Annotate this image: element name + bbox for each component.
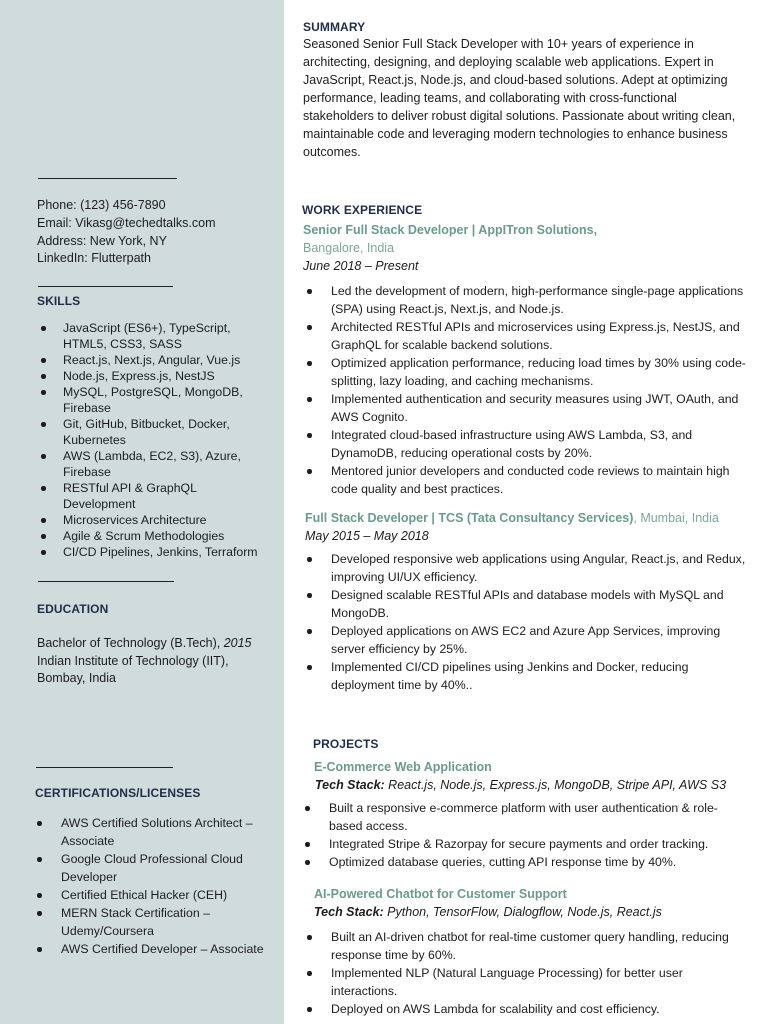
contact-email: Email: Vikasg@techedtalks.com [37,216,216,230]
list-item: Optimized application performance, reducing load times by 30% using code-splitting, lazy loading, and caching mechanisms. [303,354,750,390]
list-item: RESTful API & GraphQL Development [37,480,263,512]
job-dates: June 2018 – Present [303,259,419,273]
project-tech-stack: Tech Stack: Python, TensorFlow, Dialogflow, Node.js, React.js [314,905,662,919]
list-item: Optimized database queries, cutting API response time by 40%. [301,853,751,871]
list-item: Designed scalable RESTful APIs and database models with MySQL and MongoDB. [303,586,750,622]
list-item: Deployed on AWS Lambda for scalability and cost efficiency. [303,1000,751,1018]
divider [36,767,173,768]
list-item: Built an AI-driven chatbot for real-time customer query handling, reducing response time by 60%. [303,928,751,964]
job-dates: May 2015 – May 2018 [305,529,429,543]
project-bullets [303,928,751,1018]
list-item: Node.js, Express.js, NestJS [37,368,263,384]
list-item: Developed responsive web applications using Angular, React.js, and Redux, improving UI/UX efficiency. [303,550,750,586]
project-bullets [301,799,751,871]
list-item: Microservices Architecture [37,512,263,528]
contact-phone: Phone: (123) 456-7890 [37,198,166,212]
skills-title: SKILLS [37,294,81,308]
list-item: MERN Stack Certification – Udemy/Coursera [33,904,273,940]
list-item: Mentored junior developers and conducted code reviews to maintain high code quality and best practices. [303,462,750,498]
contact-address: Address: New York, NY [37,234,167,248]
list-item: Agile & Scrum Methodologies [37,528,263,544]
list-item: AWS (Lambda, EC2, S3), Azure, Firebase [37,448,263,480]
list-item: AWS Certified Solutions Architect – Associate [33,814,273,850]
certifications-title: CERTIFICATIONS/LICENSES [35,786,201,800]
list-item: JavaScript (ES6+), TypeScript, HTML5, CSS3, SASS [37,320,263,352]
experience-title: WORK EXPERIENCE [302,203,423,217]
list-item: Implemented CI/CD pipelines using Jenkins and Docker, reducing deployment time by 40%.. [303,658,750,694]
list-item: React.js, Next.js, Angular, Vue.js [37,352,263,368]
divider [38,178,177,179]
list-item: Integrated Stripe & Razorpay for secure payments and order tracking. [301,835,751,853]
list-item: Git, GitHub, Bitbucket, Docker, Kubernetes [37,416,263,448]
divider [38,286,173,287]
education-degree: Bachelor of Technology (B.Tech), 2015 [37,636,252,650]
job-heading [305,511,719,525]
list-item: Integrated cloud-based infrastructure using AWS Lambda, S3, and DynamoDB, reducing operational costs by 20%. [303,426,750,462]
project-title: AI-Powered Chatbot for Customer Support [314,887,567,901]
certifications-list [33,814,273,958]
list-item: Implemented NLP (Natural Language Processing) for better user interactions. [303,964,751,1000]
list-item: Led the development of modern, high-performance single-page applications (SPA) using React.js, Next.js, and Node.js. [303,282,750,318]
education-title: EDUCATION [37,602,109,616]
job-bullets [303,282,750,498]
list-item: Deployed applications on AWS EC2 and Azure App Services, improving server efficiency by 25%. [303,622,750,658]
education-location: Bombay, India [37,671,116,685]
list-item: CI/CD Pipelines, Jenkins, Terraform [37,544,263,560]
summary-text: Seasoned Senior Full Stack Developer with 10+ years of experience in architecting, designing, and deploying scalable web applications. Expert in JavaScript, React.js, Node.js, and cloud-based solutions. Adept at optimizing performance, leading teams, and collaborating with cross-functional stakeholders to deliver robust digital solutions. Passionate about writing clean, maintainable code and leveraging modern technologies to enhance business outcomes. [303,37,736,159]
summary-title: SUMMARY [303,20,366,34]
projects-title: PROJECTS [313,737,379,751]
list-item: Certified Ethical Hacker (CEH) [33,886,273,904]
list-item: Built a responsive e-commerce platform with user authentication & role-based access. [301,799,751,835]
divider [38,581,174,582]
list-item: MySQL, PostgreSQL, MongoDB, Firebase [37,384,263,416]
job-location: Bangalore, India [303,241,395,255]
project-title: E-Commerce Web Application [314,760,492,774]
job-bullets [303,550,750,694]
project-tech-stack: Tech Stack: React.js, Node.js, Express.js, MongoDB, Stripe API, AWS S3 [315,778,727,792]
list-item: Google Cloud Professional Cloud Developer [33,850,273,886]
contact-linkedin: LinkedIn: Flutterpath [37,251,151,265]
list-item: Architected RESTful APIs and microservices using Express.js, NestJS, and GraphQL for scalable backend solutions. [303,318,750,354]
list-item: Implemented authentication and security measures using JWT, OAuth, and AWS Cognito. [303,390,750,426]
job-title: Full Stack Developer | TCS (Tata Consultancy Services) [305,511,634,525]
list-item: AWS Certified Developer – Associate [33,940,273,958]
job-title: Senior Full Stack Developer | AppITron Solutions, [303,223,598,237]
education-school: Indian Institute of Technology (IIT), [37,654,229,668]
education-year: 2015 [223,636,252,650]
job-location: , Mumbai, India [633,511,719,525]
skills-list [37,320,263,560]
